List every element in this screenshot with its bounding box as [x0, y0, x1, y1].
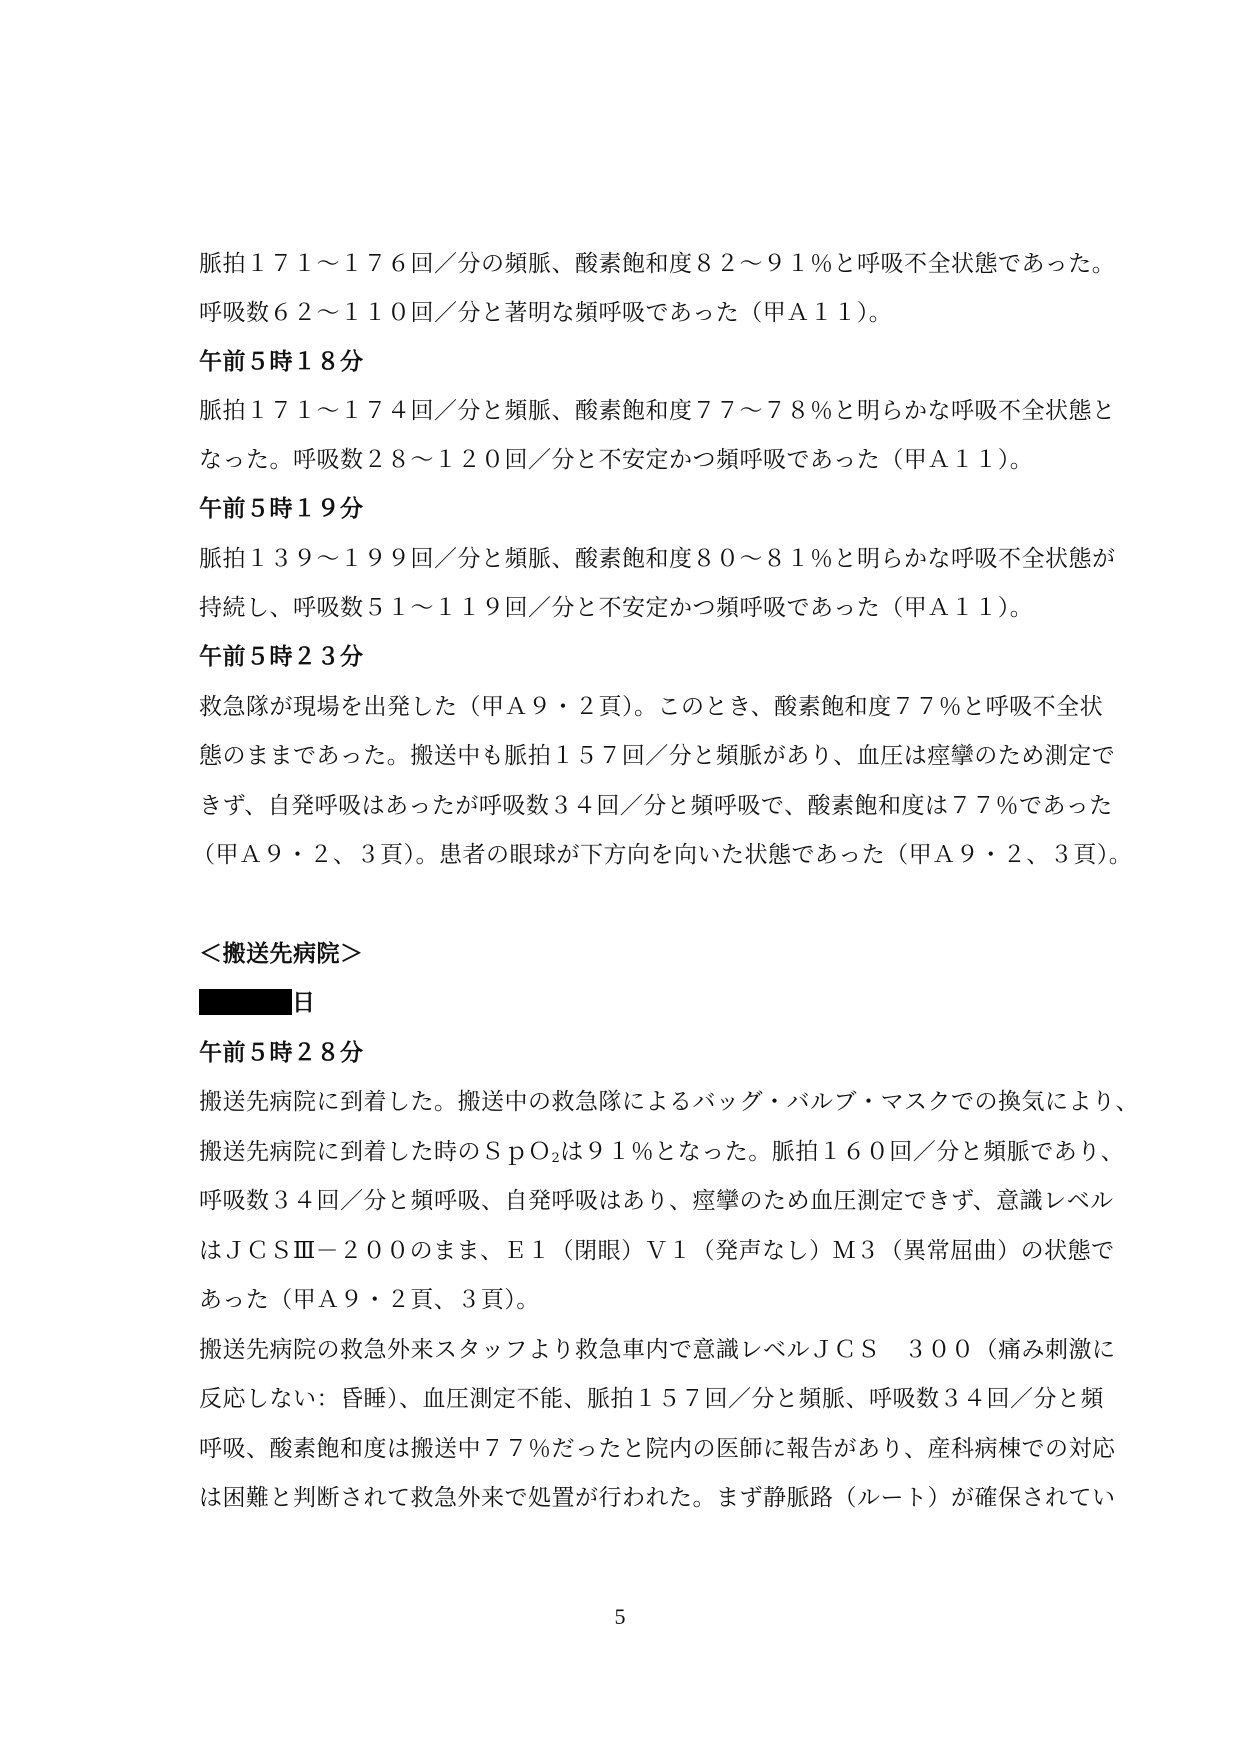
body-text-line: 持続し、呼吸数５１～１１９回／分と不安定かつ頻呼吸であった（甲Ａ１１）。 — [199, 595, 1034, 621]
section-time-heading: 午前５時２３分 — [199, 644, 364, 670]
section-time-heading: 午前５時１９分 — [199, 496, 364, 522]
body-text-line: 呼吸数６２～１１０回／分と著明な頻呼吸であった（甲Ａ１１）。 — [199, 300, 893, 326]
redacted-date-line — [199, 988, 316, 1018]
body-text-line: 搬送先病院に到着した。搬送中の救急隊によるバッグ・バルブ・マスクでの換気により、 — [199, 1089, 1139, 1115]
body-text-line: 脈拍１７１～１７６回／分の頻脈、酸素飽和度８２～９１％と呼吸不全状態であった。 — [199, 251, 1116, 277]
body-text-line: なった。呼吸数２８～１２０回／分と不安定かつ頻呼吸であった（甲Ａ１１）。 — [199, 447, 1034, 473]
section-time-heading: 午前５時１８分 — [199, 349, 364, 375]
body-text-line: 脈拍１７１～１７４回／分と頻脈、酸素飽和度７７～７８％と明らかな呼吸不全状態と — [199, 398, 1116, 424]
body-text-line: （甲Ａ９・２、３頁）。患者の眼球が下方向を向いた状態であった（甲Ａ９・２、３頁）。 — [192, 842, 1133, 868]
body-text-line: 脈拍１３９～１９９回／分と頻脈、酸素飽和度８０～８１％と明らかな呼吸不全状態が — [199, 546, 1116, 572]
text-segment: 搬送先病院に到着した時のＳｐＯ — [199, 1139, 552, 1165]
body-text-line: 救急隊が現場を出発した（甲Ａ９・２頁）。このとき、酸素飽和度７７％と呼吸不全状 — [199, 694, 1104, 720]
redaction-block — [199, 989, 292, 1015]
body-text-line: 反応しない：昏睡）、血圧測定不能、脈拍１５７回／分と頻脈、呼吸数３４回／分と頻 — [199, 1386, 1104, 1412]
subscript: 2 — [551, 1151, 561, 1166]
body-text-line: きず、自発呼吸はあったが呼吸数３４回／分と頻呼吸で、酸素飽和度は７７％であった — [199, 793, 1113, 819]
page-number: 5 — [614, 1604, 626, 1629]
body-text-line: は困難と判断されて救急外来で処置が行われた。まず静脈路（ルート）が確保されてい — [199, 1485, 1116, 1511]
body-text-line: 呼吸数３４回／分と頻呼吸、自発呼吸はあり、痙攣のため血圧測定できず、意識レベル — [199, 1188, 1114, 1214]
body-text-line: 呼吸、酸素飽和度は搬送中７７％だったと院内の医師に報告があり、産科病棟での対応 — [199, 1436, 1116, 1462]
body-text-line — [199, 1137, 1124, 1174]
section-heading: ＜搬送先病院＞ — [199, 941, 364, 967]
body-text-line: 態のままであった。搬送中も脈拍１５７回／分と頻脈があり、血圧は痙攣のため測定で — [199, 743, 1116, 769]
body-text-line: あった（甲Ａ９・２頁、３頁）。 — [199, 1287, 540, 1313]
section-time-heading: 午前５時２８分 — [199, 1040, 364, 1066]
day-suffix: 日 — [292, 990, 316, 1016]
body-text-line: はＪＣＳⅢ－２００のまま、Ｅ１（閉眼）Ｖ１（発声なし）Ｍ３（異常屈曲）の状態で — [199, 1238, 1115, 1264]
text-segment: は９１％となった。脈拍１６０回／分と頻脈であり、 — [560, 1139, 1125, 1165]
body-text-line: 搬送先病院の救急外来スタッフより救急車内で意識レベルＪＣＳ ３００（痛み刺激に — [199, 1337, 1116, 1363]
